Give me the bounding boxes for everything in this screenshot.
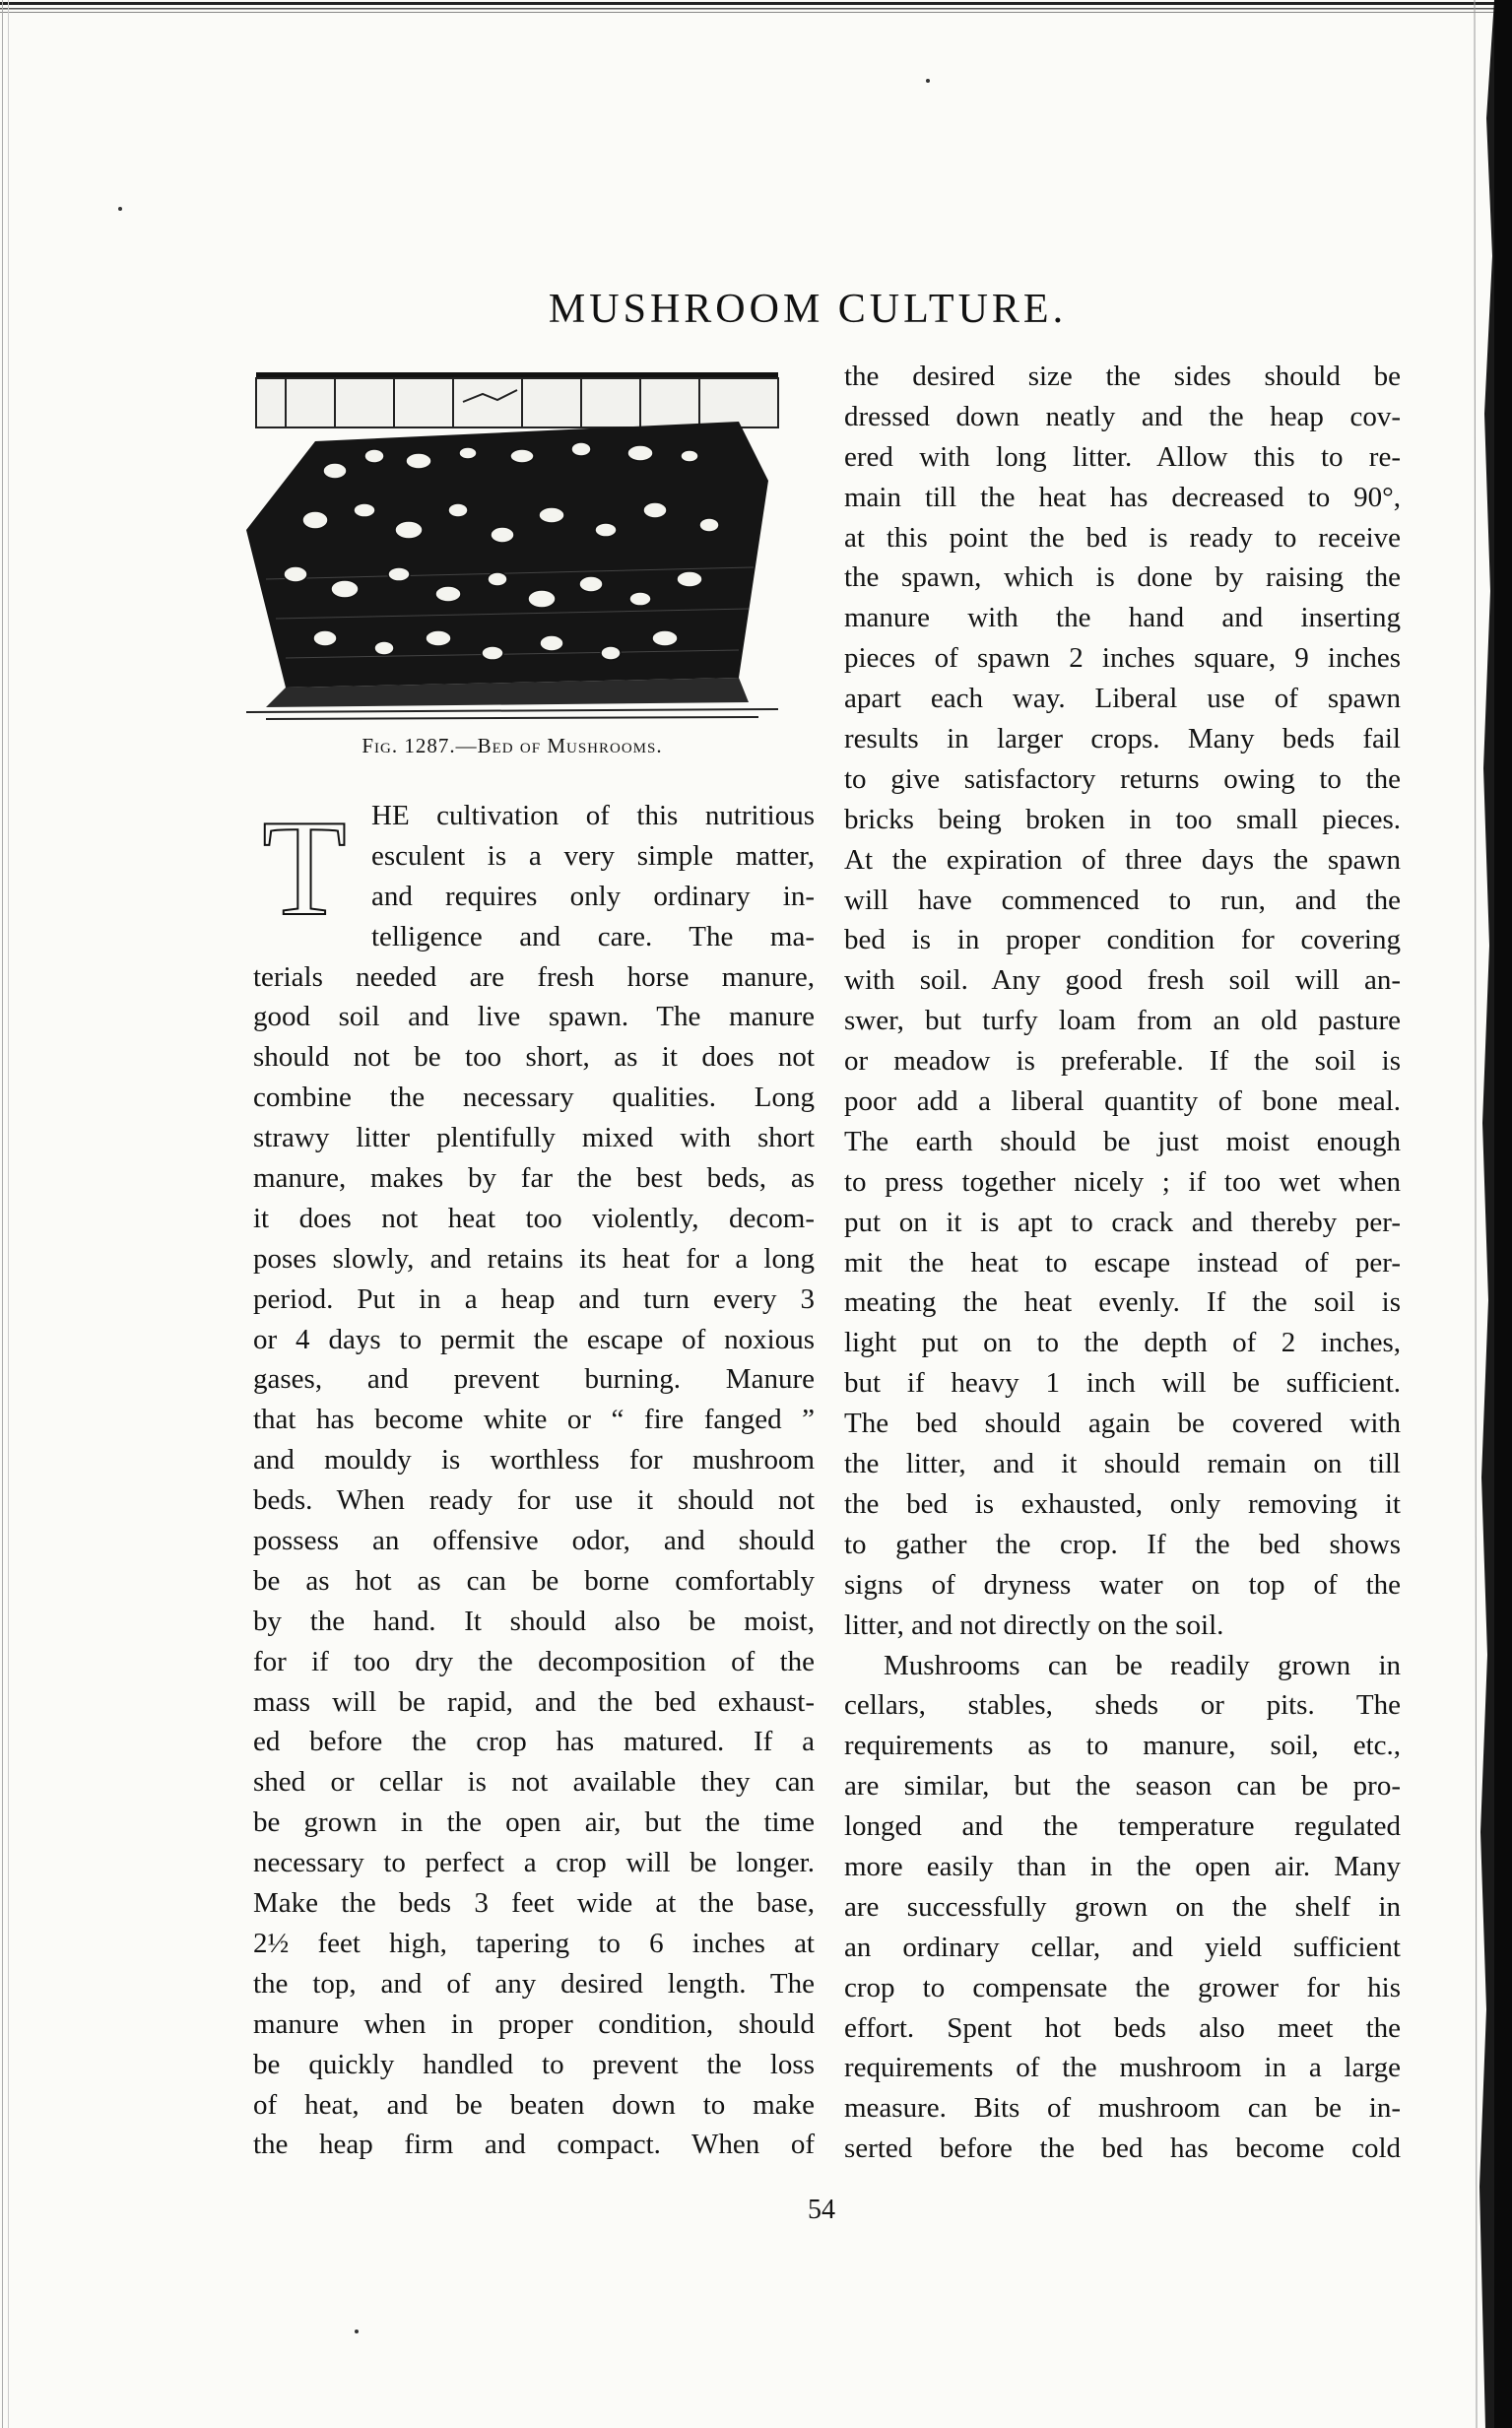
text-line: an ordinary cellar, and yield sufficient (844, 1931, 1401, 1963)
text-line: meating the heat evenly. If the soil is (844, 1286, 1401, 1319)
text-line: results in larger crops. Many beds fail (844, 723, 1401, 755)
text-line: or 4 days to permit the escape of noxious (253, 1323, 815, 1355)
text-line: and requires only ordinary in- (371, 880, 815, 912)
text-line: be as hot as can be borne comfortably (253, 1564, 815, 1597)
text-line: Make the beds 3 feet wide at the base, (253, 1887, 815, 1920)
scan-speck (355, 2330, 359, 2333)
text-line: gases, and prevent burning. Manure (253, 1363, 815, 1396)
figure-caption-title: Bed of Mushrooms. (477, 734, 663, 757)
text-line: good soil and live spawn. The manure (253, 1001, 815, 1033)
left-scan-edge (0, 0, 18, 2428)
text-line: ed before the crop has matured. If a (253, 1726, 815, 1758)
text-line: the heap firm and compact. When of (253, 2129, 815, 2161)
text-line: requirements as to manure, soil, etc., (844, 1730, 1401, 1762)
text-line: to give satisfactory returns owing to the (844, 762, 1401, 795)
text-line: by the hand. It should also be moist, (253, 1605, 815, 1637)
scan-speck (118, 207, 122, 211)
text-line: more easily than in the open air. Many (844, 1850, 1401, 1882)
text-line: are similar, but the season can be pro- (844, 1770, 1401, 1803)
text-line: period. Put in a heap and turn every 3 (253, 1282, 815, 1315)
text-line: the desired size the sides should be (844, 361, 1401, 392)
text-line: main till the heat has decreased to 90°, (844, 481, 1401, 513)
text-line: necessary to perfect a crop will be longer. (253, 1847, 815, 1879)
text-line: bricks being broken in too small pieces. (844, 803, 1401, 835)
figure-caption (246, 734, 778, 758)
page-number: 54 (808, 2195, 835, 2225)
text-line: of heat, and be beaten down to make (253, 2088, 815, 2121)
text-line: beds. When ready for use it should not (253, 1484, 815, 1517)
text-line: cellars, stables, sheds or pits. The (844, 1689, 1401, 1722)
text-line: HE cultivation of this nutritious (371, 800, 815, 831)
text-line: strawy litter plentifully mixed with short (253, 1122, 815, 1154)
figure-caption-number: Fig. 1287.— (362, 734, 478, 757)
text-line: swer, but turfy loam from an old pasture (844, 1005, 1401, 1037)
text-line: signs of dryness water on top of the (844, 1568, 1401, 1601)
text-line: the spawn, which is done by raising the (844, 561, 1401, 594)
text-line: or meadow is preferable. If the soil is (844, 1045, 1401, 1078)
text-line: pieces of spawn 2 inches square, 9 inches (844, 642, 1401, 675)
text-line: longed and the temperature regulated (844, 1810, 1401, 1843)
text-line: put on it is apt to crack and thereby per- (844, 1206, 1401, 1238)
text-line: manure, makes by far the best beds, as (253, 1162, 815, 1195)
text-line: the litter, and it should remain on till (844, 1448, 1401, 1480)
text-line: bed is in proper condition for covering (844, 924, 1401, 956)
text-line: litter, and not directly on the soil. (844, 1608, 1224, 1641)
text-line: serted before the bed has become cold (844, 2133, 1401, 2165)
text-line: mit the heat to escape instead of per- (844, 1246, 1401, 1279)
text-line: the bed is exhausted, only removing it (844, 1487, 1401, 1520)
text-line: terials needed are fresh horse manure, (253, 960, 815, 993)
text-line: with soil. Any good fresh soil will an- (844, 964, 1401, 997)
text-line: telligence and care. The ma- (371, 920, 815, 952)
text-line: shed or cellar is not available they can (253, 1766, 815, 1799)
text-line: Mushrooms can be readily grown in (884, 1649, 1401, 1681)
text-line: The earth should be just moist enough (844, 1125, 1401, 1157)
text-line: dressed down neatly and the heap cov- (844, 400, 1401, 432)
text-line: light put on to the depth of 2 inches, (844, 1327, 1401, 1359)
text-line: measure. Bits of mushroom can be in- (844, 2092, 1401, 2125)
page-title: MUSHROOM CULTURE. (548, 287, 1068, 332)
text-line: The bed should again be covered with (844, 1408, 1401, 1440)
text-line: At the expiration of three days the spawn (844, 843, 1401, 876)
drop-cap-letter: T (262, 798, 347, 931)
text-line: requirements of the mushroom in a large (844, 2052, 1401, 2084)
right-scan-edge (1455, 0, 1512, 2428)
text-line: manure when in proper condition, should (253, 2007, 815, 2040)
text-line: ered with long litter. Allow this to re- (844, 440, 1401, 473)
text-line: it does not heat too violently, decom- (253, 1202, 815, 1234)
text-line: combine the necessary qualities. Long (253, 1082, 815, 1114)
text-line: at this point the bed is ready to receive (844, 521, 1401, 554)
left-column (253, 796, 815, 2165)
text-line: mass will be rapid, and the bed exhaust- (253, 1685, 815, 1718)
text-line: that has become white or “ fire fanged ” (253, 1404, 815, 1436)
text-line: be quickly handled to prevent the loss (253, 2048, 815, 2080)
text-line: to gather the crop. If the bed shows (844, 1528, 1401, 1560)
text-line: esculent is a very simple matter, (371, 839, 815, 872)
text-line: manure with the hand and inserting (844, 602, 1401, 634)
text-line: but if heavy 1 inch will be sufficient. (844, 1367, 1401, 1400)
text-line: poor add a liberal quantity of bone meal. (844, 1085, 1401, 1118)
text-line: possess an offensive odor, and should (253, 1525, 815, 1557)
text-line: for if too dry the decomposition of the (253, 1645, 815, 1677)
text-line: effort. Spent hot beds also meet the (844, 2011, 1401, 2044)
right-column (844, 357, 1401, 2169)
text-line: to press together nicely ; if too wet when (844, 1165, 1401, 1198)
text-line: should not be too short, as it does not (253, 1041, 815, 1074)
text-line: and mouldy is worthless for mushroom (253, 1444, 815, 1476)
text-line: apart each way. Liberal use of spawn (844, 683, 1401, 715)
scan-speck (926, 79, 930, 83)
text-line: are successfully grown on the shelf in (844, 1890, 1401, 1923)
mushroom-bed-illustration (227, 362, 798, 727)
text-line: will have commenced to run, and the (844, 884, 1401, 916)
text-line: the top, and of any desired length. The (253, 1967, 815, 2000)
top-rule (0, 0, 1512, 18)
text-line: be grown in the open air, but the time (253, 1806, 815, 1839)
text-line: poses slowly, and retains its heat for a long (253, 1242, 815, 1275)
text-line: crop to compensate the grower for his (844, 1971, 1401, 2003)
text-line: 2½ feet high, tapering to 6 inches at (253, 1927, 815, 1959)
